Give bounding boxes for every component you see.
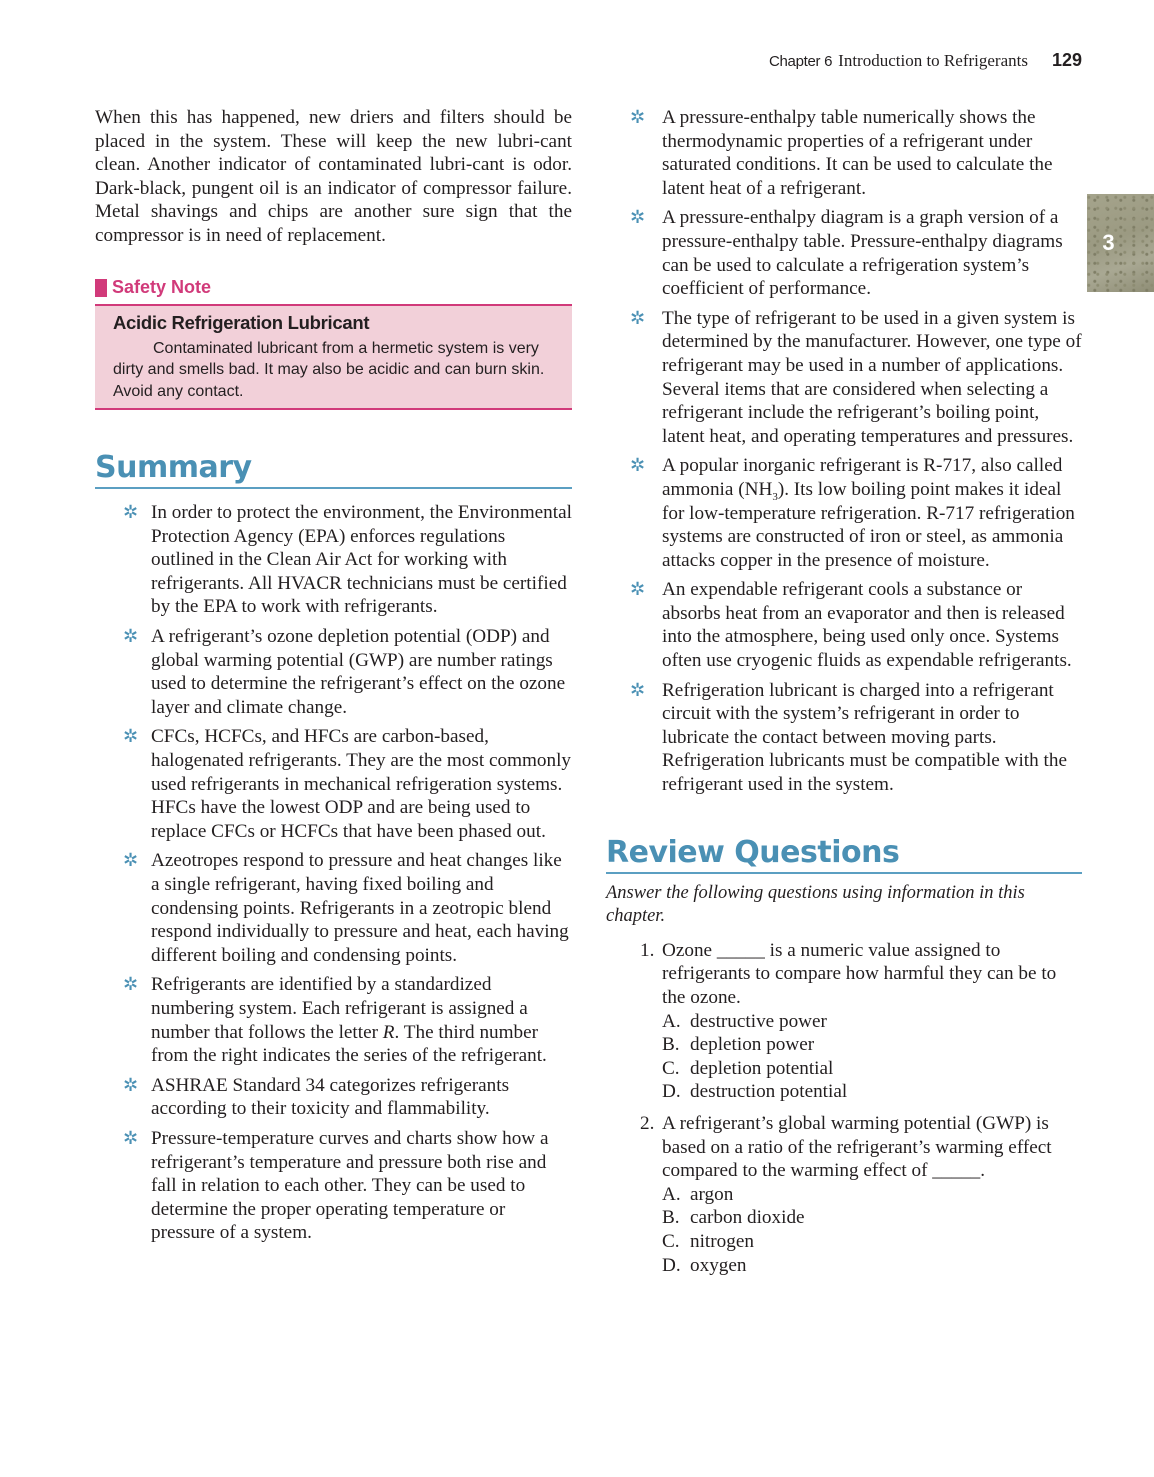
answer-option: A. destructive power	[662, 1010, 827, 1032]
summary-item: ✲ A pressure-enthalpy table numerically shows the thermodynamic properties of a refrigerant under saturated conditions. It can be used to calculate the latent heat of a refrigerant.	[630, 107, 1053, 199]
summary-item: ✲ Pressure-temperature curves and charts show how a refrigerant’s temperature and pressure both rise and fall in relation to each other. They can be used to determine the proper operating temperature or pressure of a system.	[123, 1127, 549, 1244]
summary-item: ✲ Refrigeration lubricant is charged into a refrigerant circuit with the system’s refrigerant in order to lubricate the contact between moving parts. Refrigeration lubricants must be compatible with the refrigerant used in the system.	[630, 679, 1067, 796]
asterisk-bullet-icon: ✲	[123, 502, 139, 524]
summary-item: ✲ A refrigerant’s ozone depletion potential (ODP) and global warming potential (GWP) are number ratings used to determine the refrigerant’s effect on the ozone layer and climate change.	[123, 626, 566, 718]
safety-note-box	[95, 304, 572, 411]
asterisk-bullet-icon: ✲	[123, 850, 139, 872]
review-questions-heading: Review Questions	[606, 835, 1082, 874]
safety-note-text: Contaminated lubricant from a hermetic system is very dirty and smells bad. It may also be acidic and can burn skin. Avoid any contact.	[113, 339, 545, 400]
left-column	[95, 106, 572, 1251]
question-number: 1.	[640, 939, 655, 961]
asterisk-bullet-icon: ✲	[630, 679, 646, 701]
summary-item: ✲ A popular inorganic refrigerant is R-717, also called ammonia $(NH_3)$. Its low boiling point makes it ideal for low-temperature refrigeration. R-717 refrigeration systems are constructed of iron or steel, as ammonia attacks copper in the presence of moisture.	[630, 455, 1075, 571]
summary-list-left	[95, 501, 572, 1245]
summary-heading: Summary	[95, 450, 572, 489]
safety-marker-icon	[95, 279, 107, 297]
answer-option: B. carbon dioxide	[662, 1207, 805, 1229]
review-instructions: Answer the following questions using information in this chapter.	[606, 882, 1025, 927]
answer-options	[662, 1010, 1082, 1104]
answer-option: C. depletion potential	[662, 1057, 834, 1079]
asterisk-bullet-icon: ✲	[630, 207, 646, 229]
asterisk-bullet-icon: ✲	[630, 579, 646, 601]
asterisk-bullet-icon: ✲	[630, 107, 646, 128]
asterisk-bullet-icon: ✲	[123, 626, 139, 648]
summary-item: ✲ CFCs, HCFCs, and HFCs are carbon-based, halogenated refrigerants. They are the most commonly used refrigerants in mechanical refrigeration systems. HFCs have the lowest ODP and are being used to replace CFCs or HCFCs that have been phased out.	[123, 726, 572, 842]
intro-paragraph: When this has happened, new driers and filters should be placed in the system. These will keep the new lubri-cant clean. Another indicator of contaminated lubri-cant is odor. Dark-black, pungent oil is an indicator of compressor failure. Metal shavings and chips are another sure sign that the compressor is in need of replacement.	[95, 107, 572, 246]
asterisk-bullet-icon: ✲	[123, 1074, 139, 1096]
answer-option: B. depletion power	[662, 1034, 815, 1056]
asterisk-bullet-icon: ✲	[123, 1127, 139, 1149]
summary-item: ✲ An expendable refrigerant cools a substance or absorbs heat from an evaporator and then is released into the atmosphere, being used only once. Systems often use cryogenic fluids as expendable refrigerants.	[630, 579, 1072, 672]
summary-item: ✲ In order to protect the environment, the Environmental Protection Agency (EPA) enforces regulations outlined in the Clean Air Act for working with refrigerants. All HVACR technicians must be certified by the EPA to work with refrigerants.	[123, 502, 572, 618]
asterisk-bullet-icon: ✲	[123, 726, 139, 748]
asterisk-bullet-icon: ✲	[123, 974, 139, 996]
section-thumb-tab	[1087, 194, 1154, 292]
asterisk-bullet-icon: ✲	[630, 455, 646, 477]
summary-item: ✲ A pressure-enthalpy diagram is a graph version of a pressure-enthalpy table. Pressure-enthalpy diagrams can be used to calculate a refrigeration system’s coefficient of performance.	[630, 207, 1063, 300]
question-1	[606, 939, 1082, 1104]
safety-note-label	[95, 276, 572, 300]
question-text: A refrigerant’s global warming potential (GWP) is based on a ratio of the refrigerant’s warming effect compared to the warming effect of _____.	[662, 1112, 1052, 1182]
summary-item: ✲ Refrigerants are identified by a standardized numbering system. Each refrigerant is assigned a number that follows the letter R. The third number from the right indicates the series of the refrigerant.	[123, 974, 547, 1067]
answer-options	[662, 1183, 1082, 1277]
question-text: Ozone _____ is a numeric value assigned to refrigerants to compare how harmful they can be to the ozone.	[662, 939, 1057, 1008]
chapter-title: Introduction to Refrigerants	[838, 51, 1028, 70]
summary-item: ✲ Azeotropes respond to pressure and heat changes like a single refrigerant, having fixed boiling and condensing points. Refrigerants in a zeotropic blend respond individually to pressure and heat, each having different boiling and condensing points.	[123, 850, 569, 966]
chapter-label: Chapter 6	[768, 53, 833, 70]
asterisk-bullet-icon: ✲	[630, 307, 646, 329]
answer-option: D. destruction potential	[662, 1081, 848, 1103]
answer-option: D. oxygen	[662, 1254, 747, 1276]
safety-note	[95, 276, 572, 411]
summary-item: ✲ ASHRAE Standard 34 categorizes refrigerants according to their toxicity and flammability.	[123, 1074, 510, 1120]
summary-item: ✲ The type of refrigerant to be used in a given system is determined by the manufacturer. However, one type of refrigerant may be used in a number of applications. Several items that are considered when selecting a refrigerant include the refrigerant’s boiling point, latent heat, and operating temperatures and pressures.	[630, 307, 1082, 447]
right-column	[606, 106, 1082, 1285]
thumb-tab-label: 3	[1102, 230, 1115, 255]
page-number: 129	[1051, 50, 1082, 70]
question-number: 2.	[640, 1112, 655, 1134]
question-list	[606, 939, 1082, 1277]
answer-option: C. nitrogen	[662, 1230, 754, 1252]
summary-list-right	[606, 106, 1082, 797]
question-2	[606, 1112, 1082, 1277]
running-head	[769, 50, 1082, 71]
answer-option: A. argon	[662, 1183, 734, 1205]
safety-note-label-text: Safety Note	[112, 277, 212, 298]
safety-note-title: Acidic Refrigeration Lubricant	[113, 311, 370, 333]
